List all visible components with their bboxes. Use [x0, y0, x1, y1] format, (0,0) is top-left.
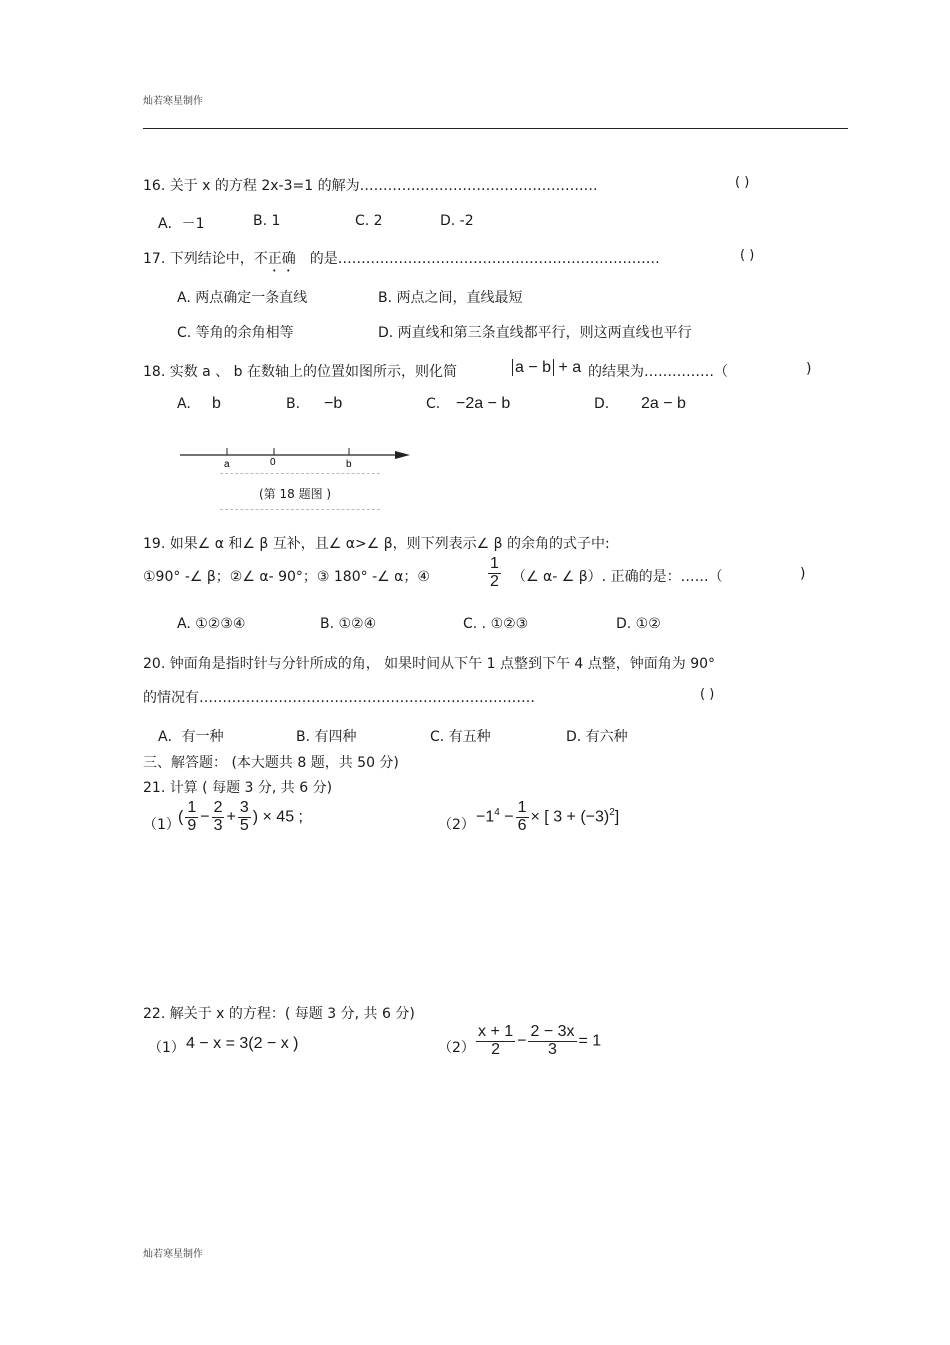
q19-stem: 19. 如果∠ α 和∠ β 互补，且∠ α>∠ β，则下列表示∠ β 的余角的式子中:: [143, 536, 610, 552]
q21-part2-expression: [476, 800, 619, 835]
q18-option-a-expr: b: [212, 395, 221, 412]
q22-part1-label: （1）: [148, 1040, 185, 1056]
q22-part2-equation: [474, 1024, 601, 1059]
q21-part1-label: （1）: [143, 817, 180, 833]
q20-option-d: D. 有六种: [566, 729, 628, 745]
q16-answer-paren: ( ): [735, 175, 750, 190]
q16-stem: 16. 关于 x 的方程 2x-3=1 的解为……………………………………………: [143, 178, 598, 194]
q22-p2-frac1-den: 2: [491, 1040, 501, 1058]
q18-option-d-label: D.: [594, 396, 610, 412]
q21-p1-frac3-den: 5: [239, 816, 249, 834]
label-zero: 0: [270, 457, 276, 468]
q20-line2: 的情况有………………………………………………………………: [143, 690, 535, 706]
q22-p2-minus: −: [517, 1032, 527, 1050]
q18-number-line-figure: [175, 440, 415, 480]
q16-option-a: A．－1: [158, 216, 205, 232]
q19-half-fraction: [486, 556, 503, 591]
q21-p1-frac1-den: 9: [187, 816, 197, 834]
q17-stem-a: 17. 下列结论中，不: [143, 251, 268, 267]
q21-p2-exponent2: 2: [609, 807, 615, 819]
q18-abs-expression: [512, 359, 581, 377]
q21-p2-minus: −: [504, 808, 514, 826]
section3-title: 三、解答题： (本大题共 8 题，共 50 分): [143, 755, 399, 771]
q21-p1-frac2-den: 3: [213, 816, 223, 834]
q17-option-a: A. 两点确定一条直线: [177, 290, 308, 306]
q21-part2-label: （2）: [438, 817, 475, 833]
q19-option-a: A. ①②③④: [177, 616, 246, 632]
q18-option-b-expr: −b: [324, 395, 343, 412]
q19-option-b: B. ①②④: [320, 616, 377, 632]
q21-p1-frac3-num: 3: [239, 799, 249, 816]
q16-option-c: C. 2: [355, 213, 383, 229]
q18-abs-value: a − b: [512, 359, 554, 376]
q21-p1-frac2-num: 2: [213, 799, 223, 816]
label-a: a: [224, 459, 230, 470]
q20-option-c: C. 有五种: [430, 729, 491, 745]
q17-option-c: C. 等角的余角相等: [177, 325, 294, 341]
q18-option-b-label: B.: [286, 396, 301, 412]
q20-answer-paren: ( ): [700, 687, 715, 702]
q21-p1-op1: −: [200, 808, 210, 826]
q19-option-c: C. . ①②③: [463, 616, 529, 632]
q17-answer-paren: ( ): [740, 248, 755, 263]
label-b: b: [346, 459, 352, 470]
q18-paren-close: ): [806, 361, 812, 377]
q20-option-b: B. 有四种: [296, 729, 357, 745]
q21-p2-frac-num: 1: [517, 799, 527, 816]
q21-p1-close: ) × 45 ;: [252, 808, 303, 826]
q21-part1-expression: [178, 800, 303, 835]
q18-option-c-label: C.: [426, 396, 441, 412]
q22-part2-label: （2）: [438, 1040, 475, 1056]
q22-p2-equals: = 1: [578, 1032, 602, 1050]
page-footer: 灿若寒星制作: [143, 1249, 203, 1260]
q18-option-d-expr: 2a − b: [641, 395, 686, 412]
q21-p2-frac-den: 6: [517, 816, 527, 834]
figure-dotted-rule-bottom: [220, 509, 380, 510]
q19-line2-b: （∠ α- ∠ β）. 正确的是：……（: [512, 569, 723, 585]
q22-part1-equation: 4 − x = 3(2 − x ): [186, 1035, 299, 1052]
q16-option-d: D. -2: [440, 213, 474, 229]
q18-option-c-expr: −2a − b: [456, 395, 511, 412]
q19-option-d: D. ①②: [616, 616, 661, 632]
q21-p1-open-paren: (: [178, 808, 184, 826]
q21-p2-exponent: 4: [494, 807, 500, 819]
figure-dotted-rule-top: [220, 473, 380, 474]
q21-p2-close-bracket: ]: [614, 808, 620, 826]
q21-p1-op2: +: [226, 808, 236, 826]
q17-stem-b: 的是……………………………………………………………: [309, 251, 660, 267]
q21-stem: 21. 计算 ( 每题 3 分, 共 6 分): [143, 780, 333, 796]
q21-p2-rest: × [ 3 + (−3): [530, 808, 610, 826]
q22-p2-frac2-num: 2 − 3x: [530, 1023, 575, 1040]
q17-stem: [143, 248, 660, 275]
q17-option-d: D. 两直线和第三条直线都平行，则这两直线也平行: [378, 325, 692, 341]
q16-option-b: B. 1: [253, 213, 281, 229]
q20-option-a: A．有一种: [158, 729, 224, 745]
q21-p2-neg-one: −1: [476, 808, 495, 826]
q19-line2-a: ①90° -∠ β；②∠ α- 90°；③ 180° -∠ α；④: [143, 569, 430, 585]
header-rule: [143, 128, 848, 129]
q18-stem-a: 18. 实数 a 、 b 在数轴上的位置如图所示，则化简: [143, 364, 457, 380]
q19-half-numerator: 1: [490, 555, 499, 572]
q22-p2-frac2-den: 3: [548, 1040, 557, 1058]
q19-half-denominator: 2: [490, 572, 499, 590]
q19-paren-close: ): [800, 566, 806, 582]
q22-stem: 22. 解关于 x 的方程：( 每题 3 分, 共 6 分): [143, 1006, 415, 1022]
q20-stem: 20. 钟面角是指时针与分针所成的角， 如果时间从下午 1 点整到下午 4 点整，钟面角为 90°: [143, 656, 716, 672]
q18-stem-b: 的结果为……………（: [588, 364, 728, 380]
q21-p1-frac1-num: 1: [187, 799, 197, 816]
q17-stem-emphasis: 正确: [267, 251, 296, 267]
q22-p2-frac1-num: x + 1: [478, 1023, 514, 1040]
q18-option-a-label: A.: [177, 396, 191, 412]
number-line-arrow: [395, 451, 410, 459]
page-header: 灿若寒星制作: [143, 96, 203, 107]
q18-figure-caption: (第 18 题图 ): [259, 487, 332, 501]
q18-plus-a: + a: [558, 359, 582, 376]
q17-option-b: B. 两点之间，直线最短: [378, 290, 523, 306]
